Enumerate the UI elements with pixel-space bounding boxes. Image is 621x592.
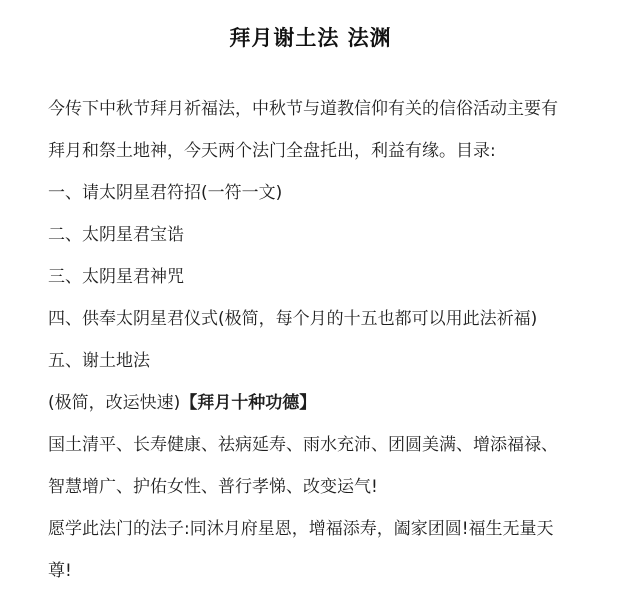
- document-title: 拜月谢土法 法渊: [229, 26, 392, 50]
- toc-item-2: 二、太阴星君宝诰: [48, 225, 184, 245]
- note-line: [48, 382, 608, 424]
- merits-line-2: 智慧增广、护佑女性、普行孝悌、改变运气!: [48, 477, 378, 497]
- closing-line-1: 愿学此法门的法子:同沐月府星恩，增福添寿，阖家团圆!福生无量天: [48, 519, 554, 539]
- toc-item-5: 五、谢土地法: [48, 351, 150, 371]
- closing-line-2: 尊!: [48, 561, 72, 581]
- document-body: [48, 88, 608, 592]
- merits-heading: 【拜月十种功德】: [180, 393, 317, 413]
- note-prefix: (极简，改运快速): [48, 393, 181, 413]
- toc-item-3: 三、太阴星君神咒: [48, 267, 184, 287]
- intro-line-2: 拜月和祭土地神，今天两个法门全盘托出，利益有缘。目录:: [48, 141, 496, 161]
- toc-item-1: 一、请太阴星君符招(一符一文): [48, 183, 283, 203]
- intro-line-1: 今传下中秋节拜月祈福法，中秋节与道教信仰有关的信俗活动主要有: [48, 99, 558, 119]
- merits-line-1: 国土清平、长寿健康、祛病延寿、雨水充沛、团圆美满、增添福禄、: [48, 435, 558, 455]
- toc-item-4: 四、供奉太阴星君仪式(极简，每个月的十五也都可以用此法祈福): [48, 309, 538, 329]
